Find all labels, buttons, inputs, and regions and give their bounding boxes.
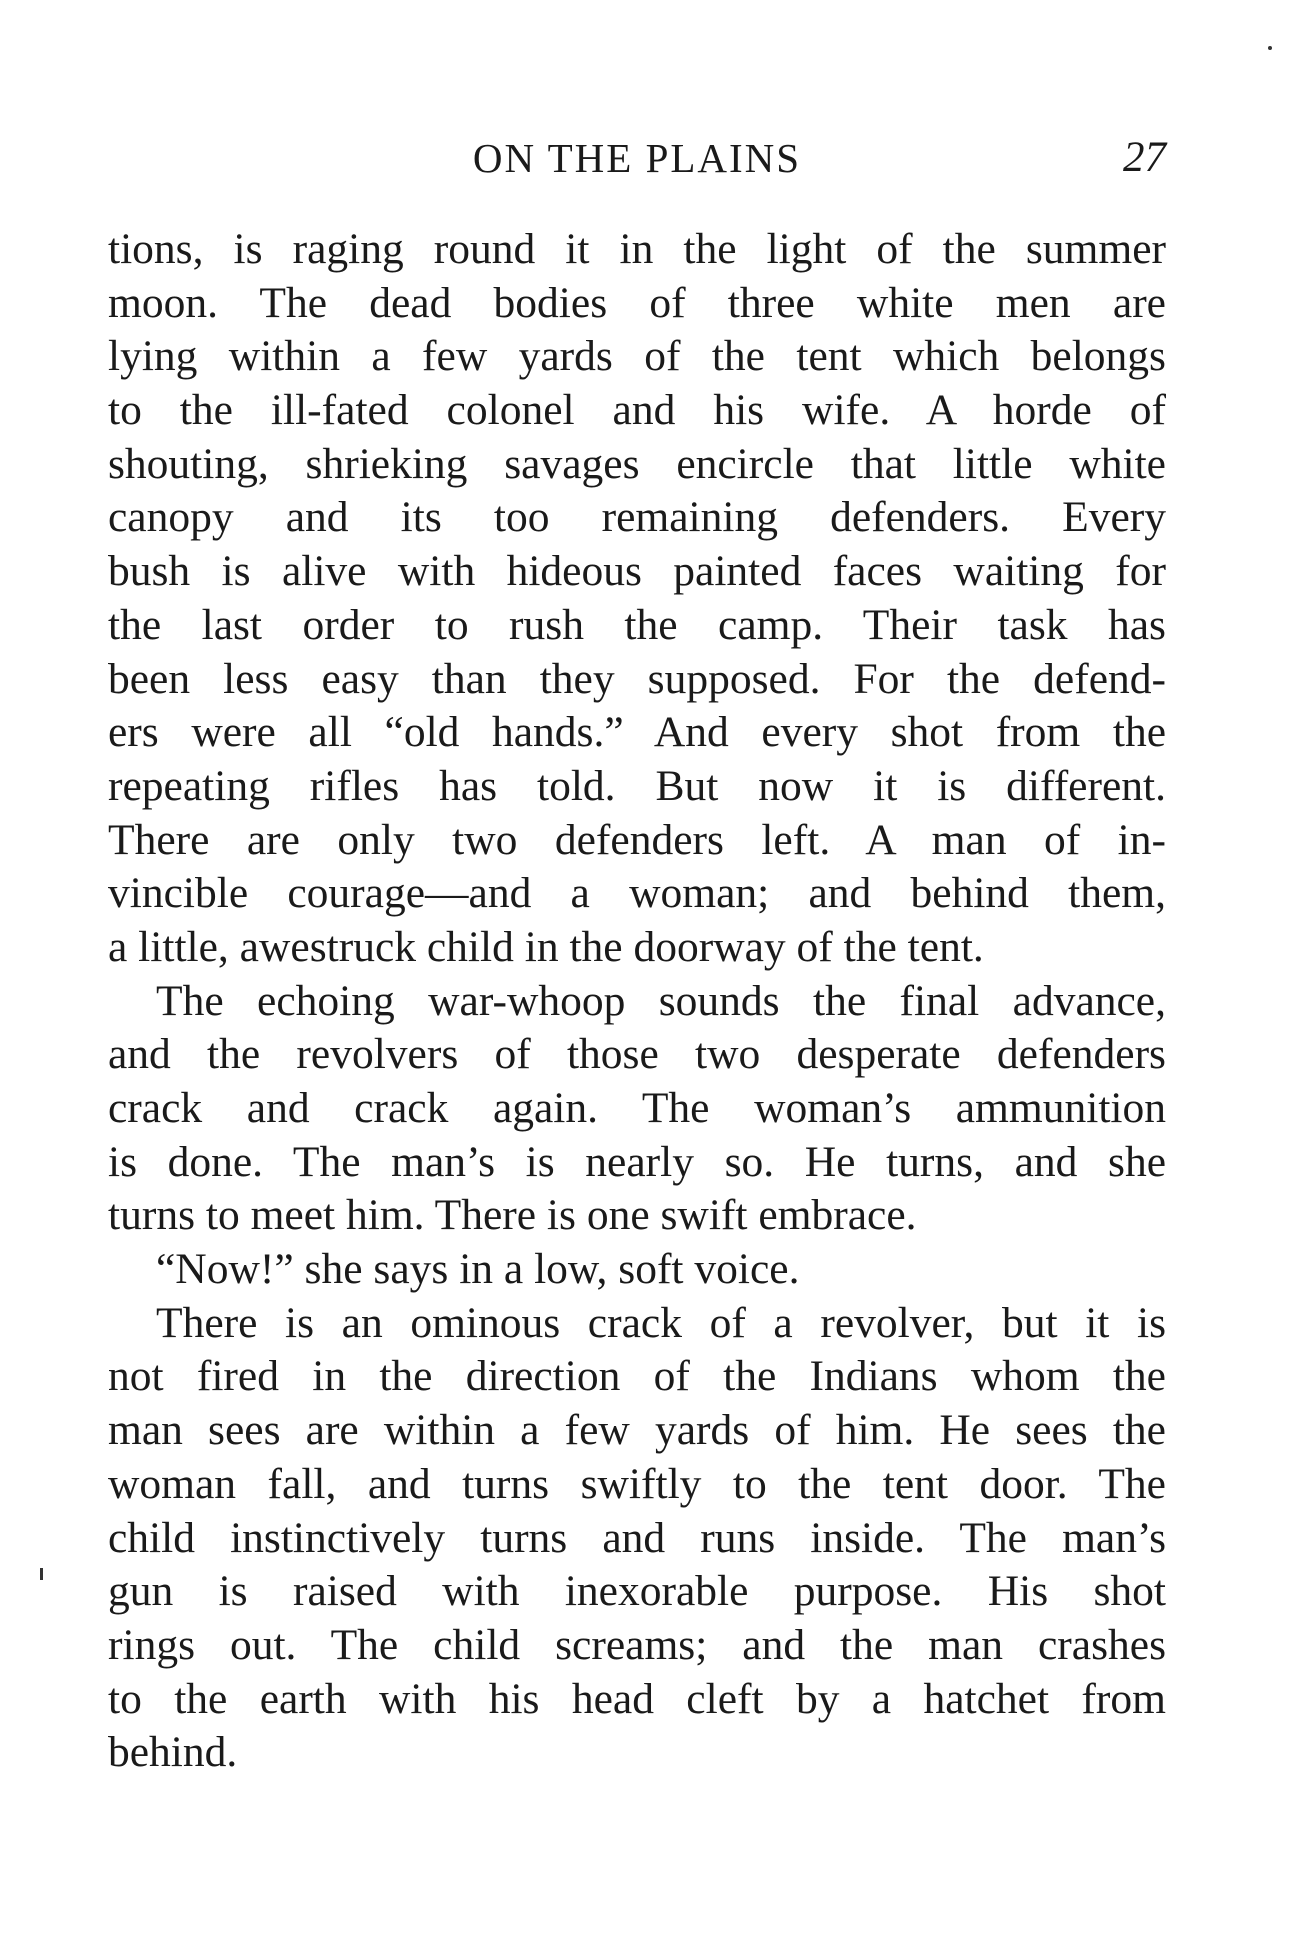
text-line: man sees are within a few yards of him. He sees the: [108, 1406, 1166, 1455]
text-line: the last order to rush the camp. Their task has: [108, 600, 1166, 649]
running-head: [108, 128, 1166, 188]
running-title: ON THE PLAINS: [472, 135, 802, 181]
text-line: child instinctively turns and runs inside. The man’s: [108, 1513, 1166, 1562]
text-line: shouting, shrieking savages encircle that little white: [108, 439, 1166, 488]
text-line: woman fall, and turns swiftly to the tent door. The: [108, 1459, 1166, 1508]
body-text: [108, 223, 1166, 1780]
page-number: 27: [1123, 134, 1166, 181]
text-line: and the revolvers of those two desperate defenders: [108, 1030, 1166, 1079]
text-line: crack and crack again. The woman’s ammunition: [108, 1084, 1166, 1132]
text-line: repeating rifles has told. But now it is different.: [108, 761, 1166, 810]
text-line: behind.: [108, 1728, 238, 1777]
text-line: tions, is raging round it in the light of the summer: [108, 225, 1166, 273]
print-speck: [1268, 46, 1272, 50]
text-line: not fired in the direction of the Indians whom the: [108, 1352, 1166, 1401]
margin-mark: [40, 1568, 43, 1580]
text-line: is done. The man’s is nearly so. He turns, and she: [108, 1137, 1166, 1186]
text-line: gun is raised with inexorable purpose. His shot: [108, 1567, 1166, 1616]
text-line: rings out. The child screams; and the man crashes: [108, 1620, 1166, 1669]
text-line: to the earth with his head cleft by a hatchet from: [108, 1674, 1166, 1723]
text-line: canopy and its too remaining defenders. Every: [108, 493, 1166, 542]
text-line: The echoing war-whoop sounds the final advance,: [156, 976, 1166, 1025]
text-line: There are only two defenders left. A man of in-: [108, 815, 1166, 864]
text-line: There is an ominous crack of a revolver, but it is: [156, 1298, 1166, 1347]
text-line: been less easy than they supposed. For the defend-: [108, 654, 1166, 703]
text-line: bush is alive with hideous painted faces waiting for: [108, 547, 1166, 596]
text-line: ers were all “old hands.” And every shot from the: [108, 708, 1166, 757]
text-line: lying within a few yards of the tent which belongs: [108, 332, 1166, 381]
text-line: “Now!” she says in a low, soft voice.: [156, 1245, 800, 1294]
text-line: turns to meet him. There is one swift embrace.: [108, 1191, 917, 1240]
text-line: a little, awestruck child in the doorway of the tent.: [108, 922, 984, 971]
text-line: vincible courage—and a woman; and behind them,: [108, 869, 1166, 918]
text-line: moon. The dead bodies of three white men are: [108, 278, 1166, 327]
text-line: to the ill-fated colonel and his wife. A horde of: [108, 386, 1166, 435]
